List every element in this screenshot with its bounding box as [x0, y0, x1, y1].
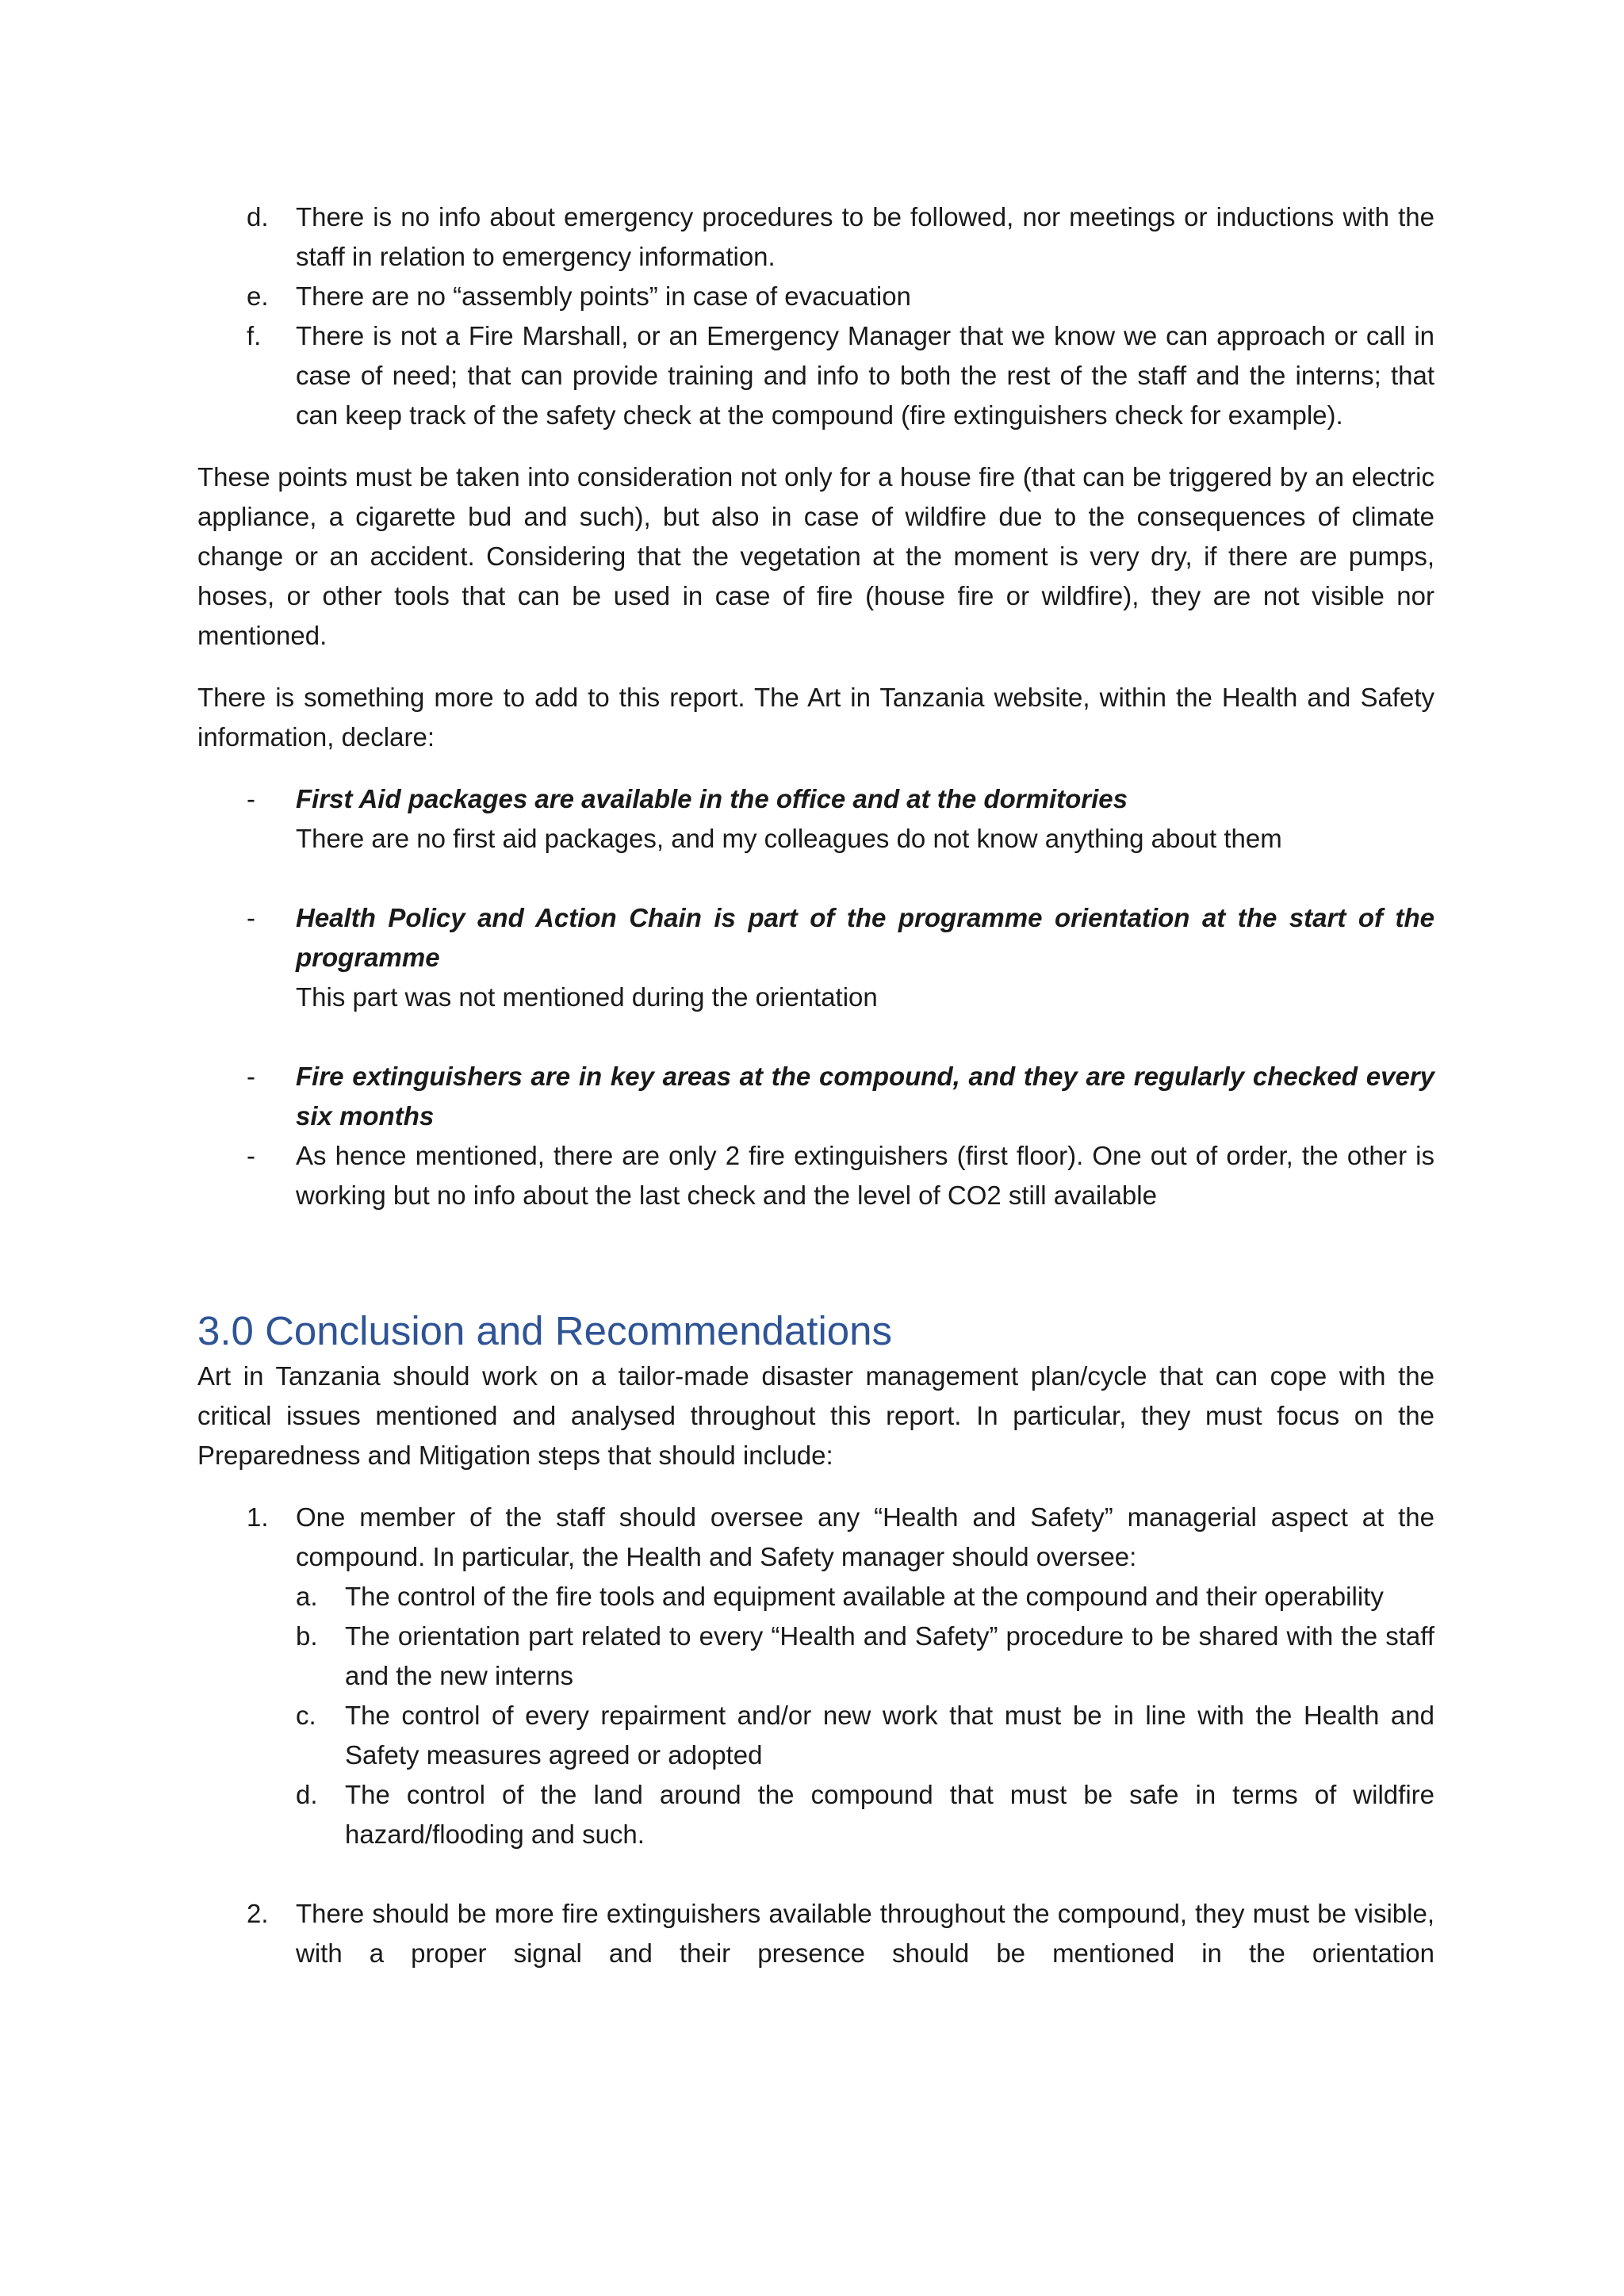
dash-marker: -: [247, 784, 255, 813]
dash-marker: -: [247, 1062, 255, 1091]
list-item-text: There is no info about emergency procedures to be followed, nor meetings or inductions with the staff in relation to emergency information.: [296, 202, 1434, 271]
body-paragraph: These points must be taken into consideration not only for a house fire (that can be triggered by an electric appliance, a cigarette bud and such), but also in case of wildfire due to the consequences of climate change or an accident. Considering that the vegetation at the moment is very dry, if there are pumps, hoses, or other tools that can be used in case of fire (house fire or wildfire), they are not visible nor mentioned.: [197, 462, 1434, 650]
list-marker: c.: [296, 1701, 316, 1730]
claim-response: This part was not mentioned during the orientation: [296, 982, 878, 1012]
claim-item: [197, 1057, 1434, 1136]
list-item: [197, 316, 1434, 435]
recommendation-text: There should be more fire extinguishers available throughout the compound, they must be visible, with a proper signal and their presence should be mentioned in the orientation: [296, 1899, 1434, 1968]
sub-item-text: The control of the land around the compound that must be safe in terms of wildfire hazard/flooding and such.: [345, 1780, 1434, 1849]
sub-item-text: The orientation part related to every “Health and Safety” procedure to be shared with the staff and the new interns: [345, 1621, 1434, 1690]
dash-marker: -: [247, 1141, 255, 1170]
list-marker: f.: [247, 321, 262, 350]
claim-item: [197, 1136, 1434, 1215]
claim-item: [197, 779, 1434, 859]
list-marker: e.: [247, 281, 269, 311]
sub-item: [197, 1617, 1434, 1696]
body-paragraph: There is something more to add to this report. The Art in Tanzania website, within the Health and Safety information, declare:: [197, 683, 1434, 752]
list-marker: d.: [247, 202, 269, 232]
list-item: [197, 277, 1434, 316]
list-marker: 2.: [247, 1899, 269, 1928]
list-item-text: There are no “assembly points” in case of evacuation: [296, 281, 911, 311]
recommendation-text: One member of the staff should oversee any “Health and Safety” managerial aspect at the compound. In particular, the Health and Safety manager should oversee:: [296, 1502, 1434, 1571]
list-marker: b.: [296, 1621, 318, 1651]
page-content: [197, 197, 1434, 1973]
claim-text: First Aid packages are available in the office and at the dormitories: [296, 784, 1128, 813]
sub-item: [197, 1775, 1434, 1854]
sub-item-text: The control of the fire tools and equipment available at the compound and their operability: [345, 1582, 1384, 1611]
sub-item: [197, 1577, 1434, 1617]
dash-marker: -: [247, 903, 255, 932]
list-marker: 1.: [247, 1502, 269, 1532]
sub-item-text: The control of every repairment and/or new work that must be in line with the Health and Safety measures agreed or adopted: [345, 1701, 1434, 1770]
claim-text: Health Policy and Action Chain is part of the programme orientation at the start of the programme: [296, 903, 1434, 972]
sub-item: [197, 1696, 1434, 1775]
recommendation-item: [197, 1894, 1434, 1973]
claim-text: Fire extinguishers are in key areas at the compound, and they are regularly checked every six months: [296, 1062, 1434, 1131]
list-item: [197, 197, 1434, 277]
claim-item: [197, 898, 1434, 1017]
recommendation-item: [197, 1498, 1434, 1577]
claim-response: There are no first aid packages, and my colleagues do not know anything about them: [296, 824, 1282, 853]
section-heading: 3.0 Conclusion and Recommendations: [197, 1308, 893, 1353]
list-item-text: There is not a Fire Marshall, or an Emergency Manager that we know we can approach or call in case of need; that can provide training and info to both the rest of the staff and the interns; that can keep track of the safety check at the compound (fire extinguishers check for example).: [296, 321, 1434, 430]
list-marker: d.: [296, 1780, 318, 1809]
claim-response: As hence mentioned, there are only 2 fire extinguishers (first floor). One out of order, the other is working but no info about the last check and the level of CO2 still available: [296, 1141, 1434, 1210]
section-intro: Art in Tanzania should work on a tailor-made disaster management plan/cycle that can cope with the critical issues mentioned and analysed throughout this report. In particular, they must focus on the Preparedness and Mitigation steps that should include:: [197, 1361, 1434, 1470]
list-marker: a.: [296, 1582, 318, 1611]
